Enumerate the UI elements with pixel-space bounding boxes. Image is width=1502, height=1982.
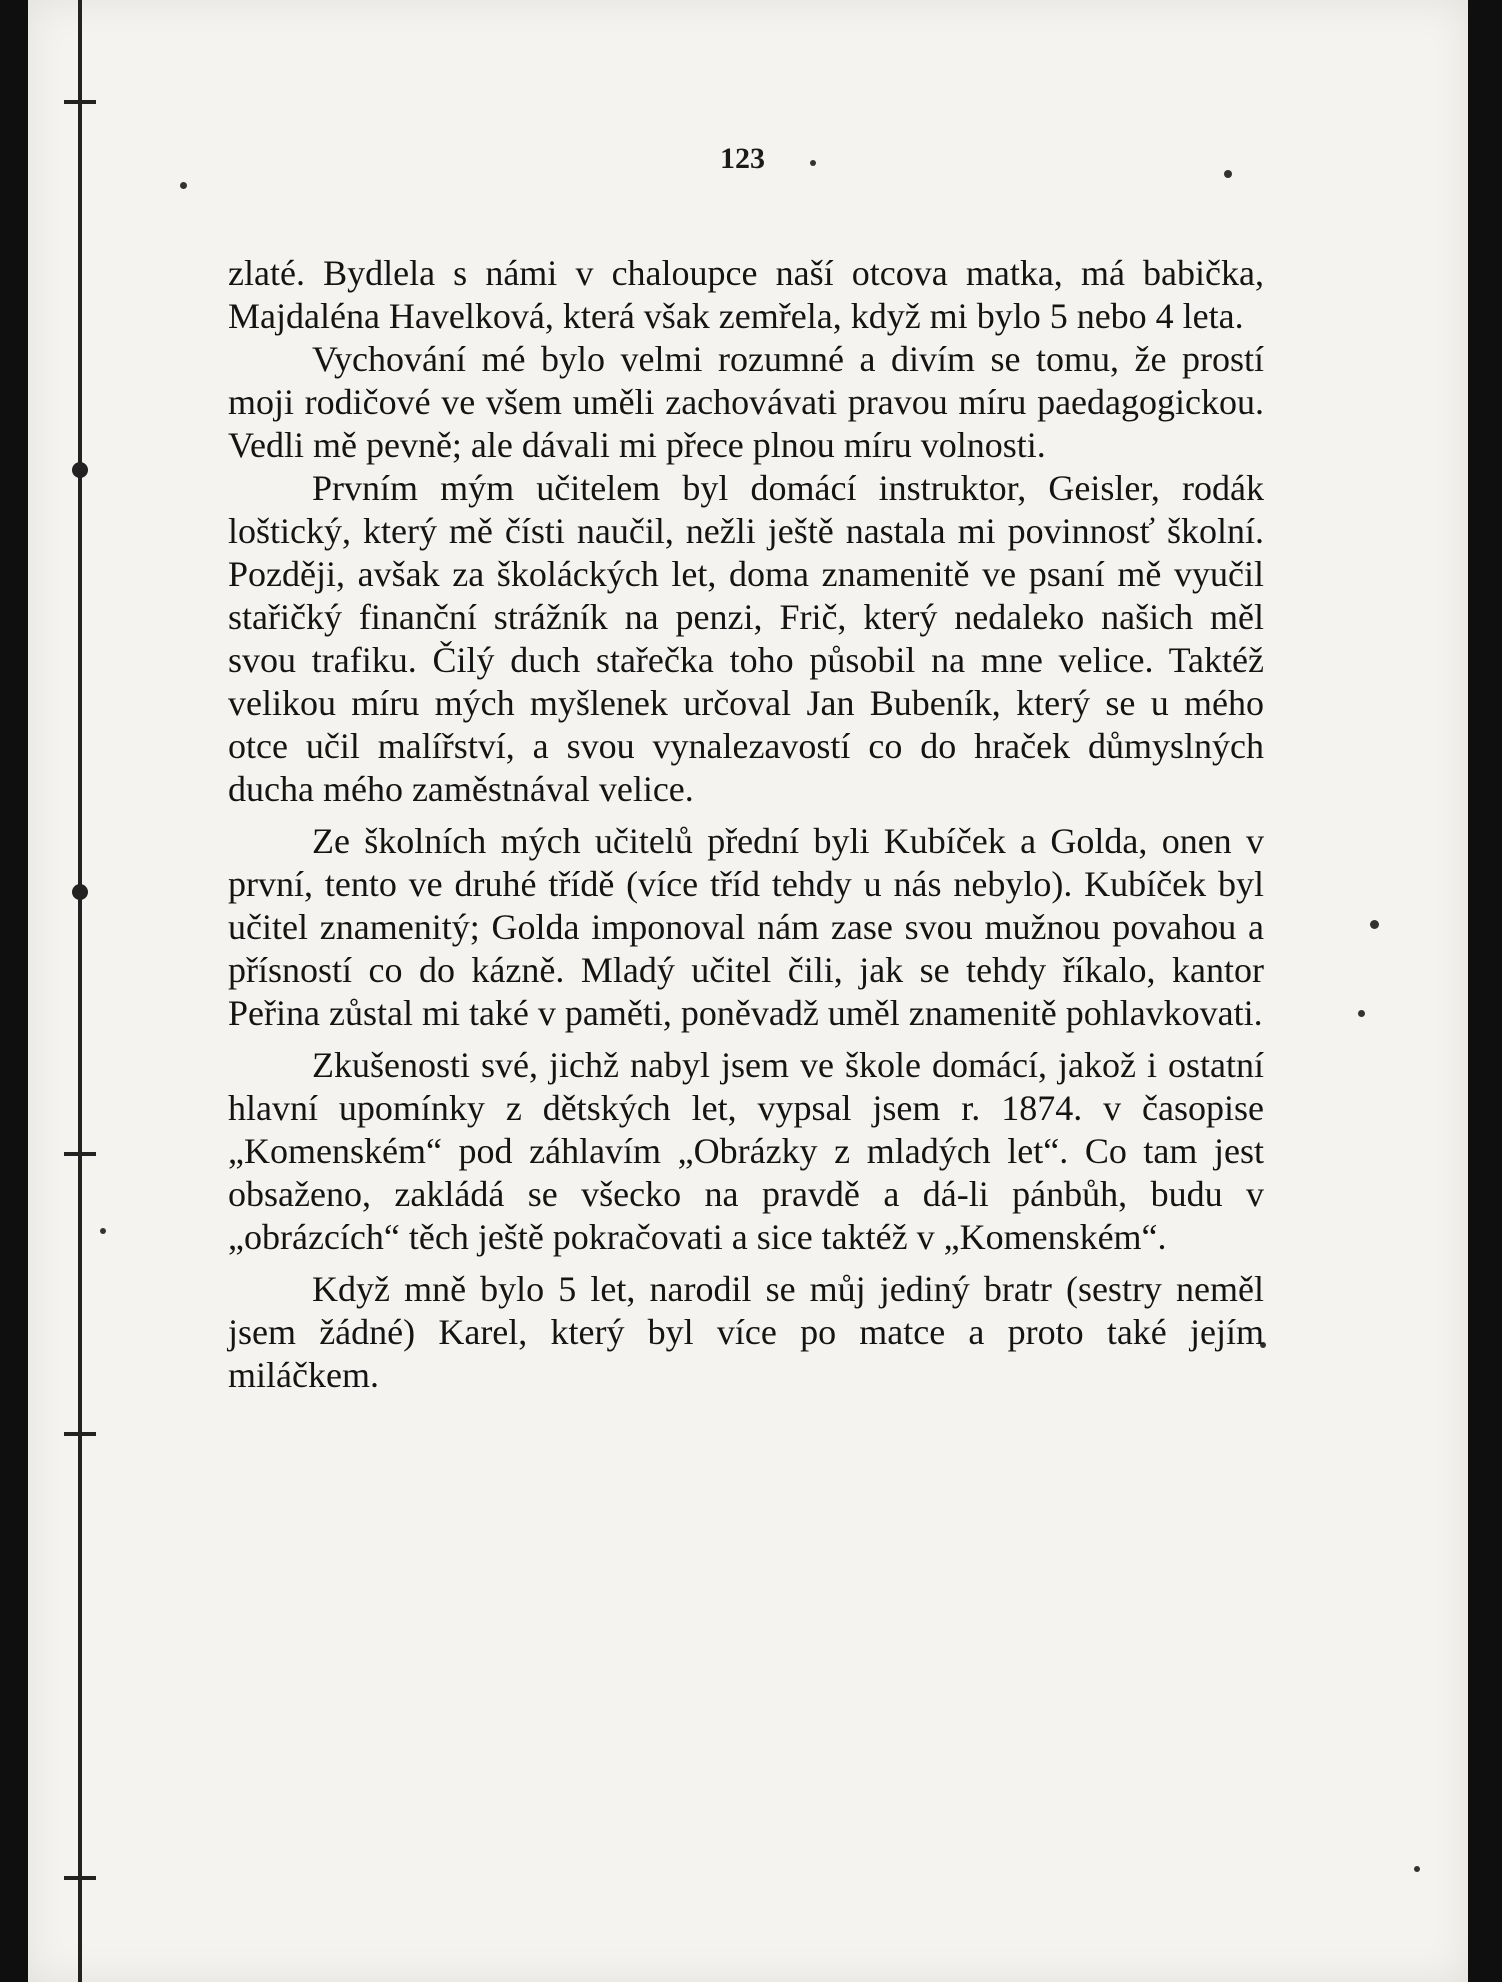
scan-speck xyxy=(1414,1866,1420,1872)
paragraph: Když mně bylo 5 let, narodil se můj jediný bratr (sestry neměl jsem žádné) Karel, který byl více po matce a proto také jejím miláčkem. xyxy=(228,1269,1264,1395)
scan-speck xyxy=(1224,170,1232,178)
scan-speck xyxy=(100,1228,106,1234)
binding-mark xyxy=(64,1152,96,1156)
scan-speck xyxy=(1358,1010,1365,1017)
binding-mark xyxy=(64,1876,96,1880)
paragraph: Vychování mé bylo velmi rozumné a divím se tomu, že prostí moji rodičové ve všem uměli zachovávati pravou míru paedagogickou. Vedli mě pevně; ale dávali mi přece plnou míru volnosti. xyxy=(228,339,1264,465)
scan-speck xyxy=(1370,920,1379,929)
binding-mark xyxy=(72,462,88,478)
book-page xyxy=(28,0,1468,1982)
binding-mark xyxy=(64,1432,96,1436)
scan-speck xyxy=(180,182,187,189)
scan-right-edge xyxy=(1468,0,1502,1982)
binding-mark xyxy=(64,100,96,104)
scan-speck xyxy=(810,160,816,166)
paragraph: Ze školních mých učitelů přední byli Kubíček a Golda, onen v první, tento ve druhé třídě (více tříd tehdy u nás nebylo). Kubíček byl učitel znamenitý; Golda imponoval nám zase svou mužnou povahou a přísností co do kázně. Mladý učitel čili, jak se tehdy říkalo, kantor Peřina zůstal mi také v paměti, poněvadž uměl znamenitě pohlavkovati. xyxy=(228,821,1264,1033)
page-number: 123 xyxy=(720,142,765,175)
binding-mark xyxy=(72,884,88,900)
body-text xyxy=(228,252,1264,1397)
paragraph: zlaté. Bydlela s námi v chaloupce naší otcova matka, má babička, Majdaléna Havelková, která však zemřela, když mi bylo 5 nebo 4 leta. xyxy=(228,253,1264,336)
paragraph: Zkušenosti své, jichž nabyl jsem ve škole domácí, jakož i ostatní hlavní upomínky z dětských let, vypsal jsem r. 1874. v časopise „Komenském“ pod záhlavím „Obrázky z mladých let“. Co tam jest obsaženo, zakládá se všecko na pravdě a dá-li pánbůh, budu v „obrázcích“ těch ještě pokračovati a sice taktéž v „Komenském“. xyxy=(228,1045,1264,1257)
binding-edge xyxy=(78,0,82,1982)
paragraph: Prvním mým učitelem byl domácí instruktor, Geisler, rodák loštický, který mě čísti naučil, nežli ještě nastala mi povinnosť školní. Později, avšak za školáckých let, doma znamenitě ve psaní mě vyučil stařičký finanční strážník na penzi, Frič, který nedaleko našich měl svou trafiku. Čilý duch stařečka toho působil na mne velice. Taktéž velikou míru mých myšlenek určoval Jan Bubeník, který se u mého otce učil malířství, a svou vynalezavostí co do hraček důmyslných ducha mého zaměstnával velice. xyxy=(228,468,1264,809)
